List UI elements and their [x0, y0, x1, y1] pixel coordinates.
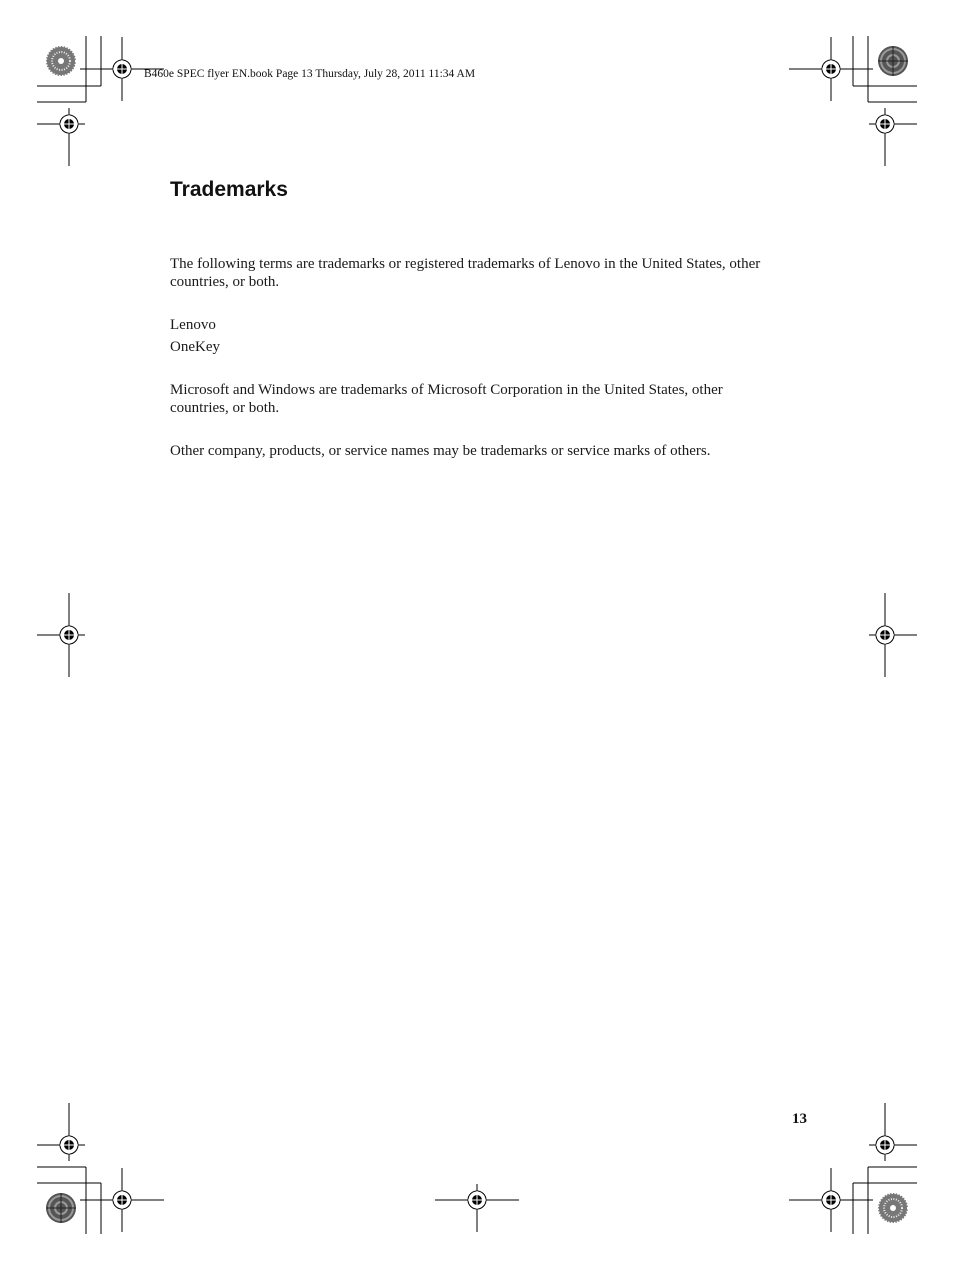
- star-target-mark: [878, 46, 908, 76]
- registration-mark: [789, 37, 873, 101]
- registration-mark: [37, 1103, 85, 1161]
- trademark-item: Lenovo: [170, 317, 216, 333]
- registration-mark: [435, 1184, 519, 1232]
- intro-paragraph: The following terms are trademarks or registered trademarks of Lenovo in the United States, other countries, or both.: [170, 256, 761, 290]
- page-number: 13: [792, 1111, 807, 1127]
- printer-slug-line: B460e SPEC flyer EN.book Page 13 Thursday, July 28, 2011 11:34 AM: [144, 68, 476, 80]
- trademark-item: OneKey: [170, 339, 220, 355]
- star-target-mark: [878, 1193, 908, 1223]
- microsoft-paragraph: Microsoft and Windows are trademarks of Microsoft Corporation in the United States, other countries, or both.: [170, 382, 723, 416]
- registration-mark: [869, 108, 917, 166]
- registration-mark: [37, 593, 85, 677]
- registration-mark: [789, 1168, 873, 1232]
- star-target-mark: [46, 1193, 76, 1223]
- star-target-mark: [46, 46, 76, 76]
- registration-mark: [869, 593, 917, 677]
- registration-mark: [869, 1103, 917, 1161]
- others-paragraph: Other company, products, or service names may be trademarks or service marks of others.: [170, 443, 711, 459]
- registration-mark: [80, 1168, 164, 1232]
- registration-mark: [37, 108, 85, 166]
- page-title: Trademarks: [170, 178, 288, 201]
